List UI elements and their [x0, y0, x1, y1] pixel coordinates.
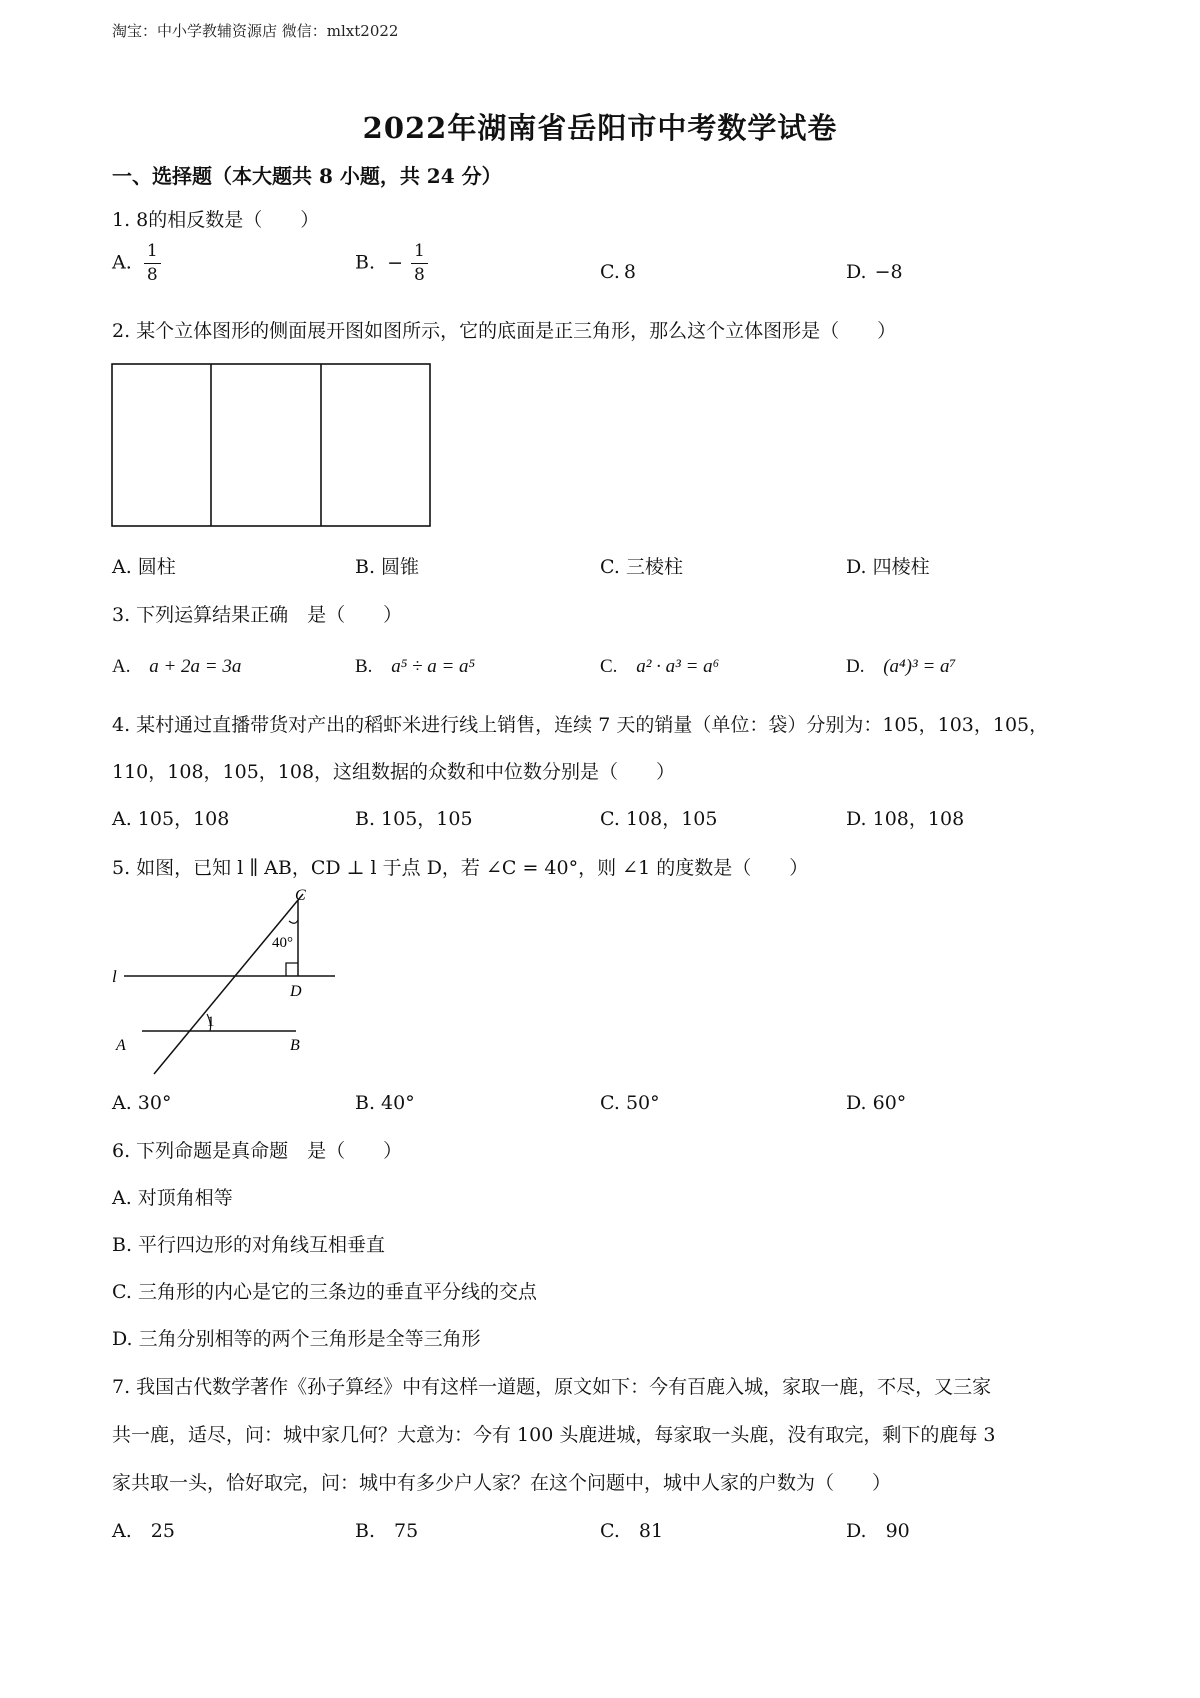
q1-option-a-fraction: [144, 243, 161, 284]
q5-option-d: D. 60°: [846, 1092, 907, 1114]
q2-unfolded-net-figure: [110, 362, 435, 529]
q3-option-d-expr: (a⁴)³ = a⁷: [883, 656, 957, 677]
q5-option-c: C. 50°: [600, 1092, 660, 1114]
q4-option-c: C. 108，105: [600, 808, 718, 830]
q6-option-a: A. 对顶角相等: [112, 1187, 233, 1209]
q5-option-b: B. 40°: [355, 1092, 415, 1114]
q7-option-b: B. 75: [355, 1520, 419, 1542]
q3-option-a-expr: a + 2a = 3a: [149, 656, 242, 677]
q2-option-c: C. 三棱柱: [600, 556, 683, 578]
section-heading: 一、选择题（本大题共 8 小题，共 24 分）: [112, 164, 502, 188]
question-1-stem: 1. 8的相反数是（ ）: [112, 209, 320, 231]
q3-option-c-expr: a² · a³ = a⁶: [636, 656, 720, 677]
denominator: 8: [146, 265, 158, 285]
question-5-stem: 5. 如图，已知 l ∥ AB，CD ⊥ l 于点 D，若 ∠C = 40°，则 ∠1 的度数是（ ）: [112, 857, 809, 879]
right-angle-mark: [286, 963, 298, 976]
q1-option-c: [600, 261, 636, 283]
q1-option-d-label: D.: [846, 261, 867, 283]
question-2-stem: 2. 某个立体图形的侧面展开图如图所示，它的底面是正三角形，那么这个立体图形是（ ）: [112, 320, 897, 342]
q4-option-d: D. 108，108: [846, 808, 965, 830]
q1-option-c-text: 8: [623, 261, 636, 283]
q7-option-d: D. 90: [846, 1520, 910, 1542]
q1-option-d-text: −8: [874, 261, 903, 283]
q2-option-d: D. 四棱柱: [846, 556, 930, 578]
angle-c-arc: [289, 920, 298, 923]
q1-option-d: [846, 261, 903, 283]
q3-option-b: [355, 656, 475, 678]
q7-option-a: A. 25: [112, 1520, 175, 1542]
q3-option-b-label: B.: [355, 656, 373, 677]
q3-option-a: [112, 656, 241, 678]
label-l: l: [112, 967, 117, 986]
q2-option-b: B. 圆锥: [355, 556, 420, 578]
q1-option-b: [355, 243, 428, 284]
question-4-stem-line-2: 110，108，105，108，这组数据的众数和中位数分别是（ ）: [112, 761, 676, 783]
question-7-stem-line-1: 7. 我国古代数学著作《孙子算经》中有这样一道题，原文如下：今有百鹿入城，家取一鹿，不尽，又三家: [112, 1376, 992, 1398]
q4-option-b: B. 105，105: [355, 808, 473, 830]
q1-option-a: [112, 243, 161, 284]
label-d: D: [290, 983, 302, 1000]
label-b: B: [290, 1037, 300, 1054]
question-4-stem-line-1: 4. 某村通过直播带货对产出的稻虾米进行线上销售，连续 7 天的销量（单位：袋）分别为：105，103，105，: [112, 714, 1049, 736]
question-7-stem-line-3: 家共取一头，恰好取完，问：城中有多少户人家？在这个问题中，城中人家的户数为（ ）: [112, 1472, 892, 1494]
q2-option-a: A. 圆柱: [112, 556, 176, 578]
transversal-line: [154, 894, 303, 1074]
q1-option-c-label: C.: [600, 261, 620, 283]
minus-sign: −: [387, 251, 403, 274]
q4-option-a: A. 105，108: [112, 808, 230, 830]
label-angle-1: 1: [207, 1014, 215, 1030]
q3-option-c-label: C.: [600, 656, 618, 677]
q5-geometry-figure: [110, 886, 350, 1078]
q3-option-b-expr: a⁵ ÷ a = a⁵: [391, 656, 476, 677]
q6-option-d: D. 三角分别相等的两个三角形是全等三角形: [112, 1328, 481, 1350]
numerator: 1: [144, 243, 161, 264]
q3-option-d: [846, 656, 956, 678]
q5-option-a: A. 30°: [112, 1092, 172, 1114]
q1-option-a-label: A.: [112, 251, 132, 274]
question-6-stem: 6. 下列命题是真命题 是（ ）: [112, 1140, 403, 1162]
q3-option-c: [600, 656, 719, 678]
question-7-stem-line-2: 共一鹿，适尽，问：城中家几何？大意为：今有 100 头鹿进城，每家取一头鹿，没有取完，剩下的鹿每 3: [112, 1424, 996, 1446]
q1-option-b-label: B.: [355, 251, 376, 274]
q6-option-b: B. 平行四边形的对角线互相垂直: [112, 1234, 386, 1256]
denominator: 8: [414, 265, 425, 285]
numerator: 1: [411, 243, 428, 264]
label-a: A: [116, 1037, 126, 1054]
q3-option-a-label: A.: [112, 656, 131, 677]
q6-option-c: C. 三角形的内心是它的三条边的垂直平分线的交点: [112, 1281, 537, 1303]
q3-option-d-label: D.: [846, 656, 865, 677]
q1-option-b-fraction: [411, 243, 428, 284]
label-angle-40: 40°: [272, 935, 293, 951]
net-outline: [112, 364, 430, 526]
page-title: 2022年湖南省岳阳市中考数学试卷: [362, 111, 838, 145]
q7-option-c: C. 81: [600, 1520, 664, 1542]
label-c: C: [295, 887, 306, 904]
question-3-stem: 3. 下列运算结果正确 是（ ）: [112, 604, 403, 626]
header-note: 淘宝：中小学教辅资源店 微信：mlxt2022: [112, 22, 399, 40]
